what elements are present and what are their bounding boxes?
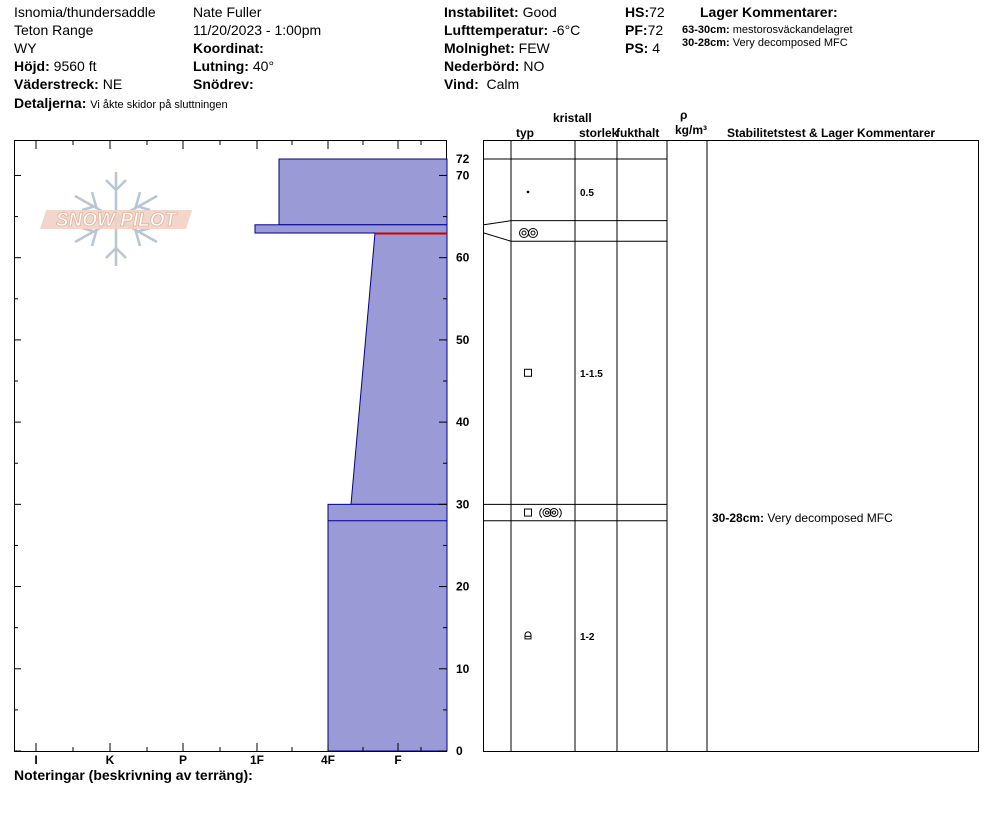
wind-value: Calm (486, 76, 520, 92)
col-storlek: storlek (579, 126, 619, 140)
datetime: 11/20/2023 - 1:00pm (193, 22, 322, 38)
range-name: Teton Range (14, 22, 94, 38)
hs-label: HS: (625, 4, 650, 20)
stability-value: Good (522, 4, 557, 20)
col-typ: typ (516, 126, 534, 140)
layer-comment-1-text: mestorosväckandelagret (732, 24, 853, 36)
x-tick-label: P (178, 753, 188, 767)
grain-cup-icon (525, 632, 531, 639)
col-stability-title: Stabilitetstest & Lager Kommentarer (727, 126, 936, 140)
grain-size-label: 1-2 (580, 631, 595, 643)
y-tick-label: 40 (456, 415, 470, 430)
ring-icon (529, 229, 538, 238)
grain-size-label: 1-1.5 (580, 368, 603, 380)
y-tick-label: 50 (456, 332, 470, 347)
airtemp-value: -6°C (552, 22, 581, 38)
x-tick-label: F (394, 753, 402, 767)
x-tick-label: 4F (320, 753, 336, 767)
details-value: Vi åkte skidor på sluttningen (90, 99, 228, 111)
aspect-label: Väderstreck: (14, 76, 99, 92)
grain-double-ring-icon (520, 229, 538, 238)
layer-comment-2-range: 30-28cm: (682, 37, 730, 49)
pf-value: 72 (647, 22, 664, 38)
y-tick-label: 10 (456, 661, 470, 676)
layer-comment-right (712, 510, 893, 526)
y-tick-label: 20 (456, 579, 470, 594)
row-connector (484, 221, 511, 225)
grain-symbols (520, 188, 604, 643)
square-icon (525, 509, 532, 516)
sky-label: Molnighet: (444, 40, 515, 56)
grain-size-label: 0.5 (580, 187, 594, 199)
precip-label: Nederbörd: (444, 58, 520, 74)
notes-label: Noteringar (beskrivning av terräng): (14, 767, 253, 783)
y-tick-label: 70 (456, 168, 470, 183)
layer-table-frame (484, 141, 979, 752)
wind-label: Vind: (444, 76, 479, 92)
layer-comment-2-text: Very decomposed MFC (732, 37, 848, 49)
y-top-label: 72 (456, 152, 470, 167)
snowpilot-watermark (40, 172, 192, 266)
grain-square-icon (525, 369, 532, 376)
slope-label: Lutning: (193, 58, 249, 74)
col-density-unit: kg/m³ (675, 123, 708, 137)
precip-value: NO (523, 58, 545, 74)
stability-label: Instabilitet: (444, 4, 519, 20)
layer-comments-title: Lager Kommentarer: (700, 4, 838, 20)
location-name: Isnomia/thundersaddle (14, 4, 156, 20)
row-connector (484, 233, 511, 241)
state-name: WY (14, 40, 37, 56)
grain-dot-icon (527, 191, 530, 194)
layer-comment-right-range: 30-28cm: (712, 511, 765, 525)
hardness-layer-3 (351, 233, 447, 504)
hardness-layer-2 (255, 225, 447, 233)
y-tick-label: 0 (456, 744, 463, 758)
elevation-label: Höjd: (14, 58, 50, 74)
airtemp-label: Lufttemperatur: (444, 22, 549, 38)
aspect-value: NE (102, 76, 123, 92)
ring-icon (520, 229, 529, 238)
x-tick-label: K (105, 753, 115, 767)
dot-icon (527, 191, 530, 194)
elevation-value: 9560 ft (53, 58, 97, 74)
cup-icon (525, 632, 531, 639)
paren-icon (540, 509, 542, 518)
col-rho: ρ (680, 108, 688, 122)
x-tick-label: I (34, 753, 38, 767)
layer-comment-right-text: Very decomposed MFC (767, 511, 893, 525)
hs-value: 72 (649, 4, 665, 20)
sky-value: FEW (518, 40, 550, 56)
ring-inner-icon (545, 511, 548, 514)
pf-label: PF: (625, 22, 648, 38)
square-icon (525, 369, 532, 376)
ps-value: 4 (652, 40, 661, 56)
slope-value: 40° (252, 58, 275, 74)
col-kristall: kristall (553, 111, 592, 125)
details-label: Detaljerna: (14, 95, 87, 111)
paren-icon (559, 509, 561, 518)
x-tick-label: 1F (249, 753, 265, 767)
col-fukthalt: fukthalt (616, 126, 660, 140)
hardness-layer-4 (328, 504, 447, 751)
ring-inner-icon (552, 511, 555, 514)
layer-comment-1-range: 63-30cm: (682, 24, 730, 36)
hardness-profile (255, 159, 447, 751)
observer: Nate Fuller (193, 4, 262, 20)
drift-label: Snödrev: (193, 76, 254, 92)
ps-label: PS: (625, 40, 649, 56)
ring-inner-icon (522, 231, 526, 235)
watermark-text: SNOW PILOT (55, 210, 177, 231)
ring-inner-icon (531, 231, 535, 235)
y-tick-label: 60 (456, 250, 470, 265)
layer-table-lines (484, 141, 707, 751)
y-tick-label: 30 (456, 497, 470, 512)
coord-label: Koordinat: (193, 40, 264, 56)
grain-square-ring-icon (525, 509, 562, 518)
hardness-layer-1 (279, 159, 447, 225)
